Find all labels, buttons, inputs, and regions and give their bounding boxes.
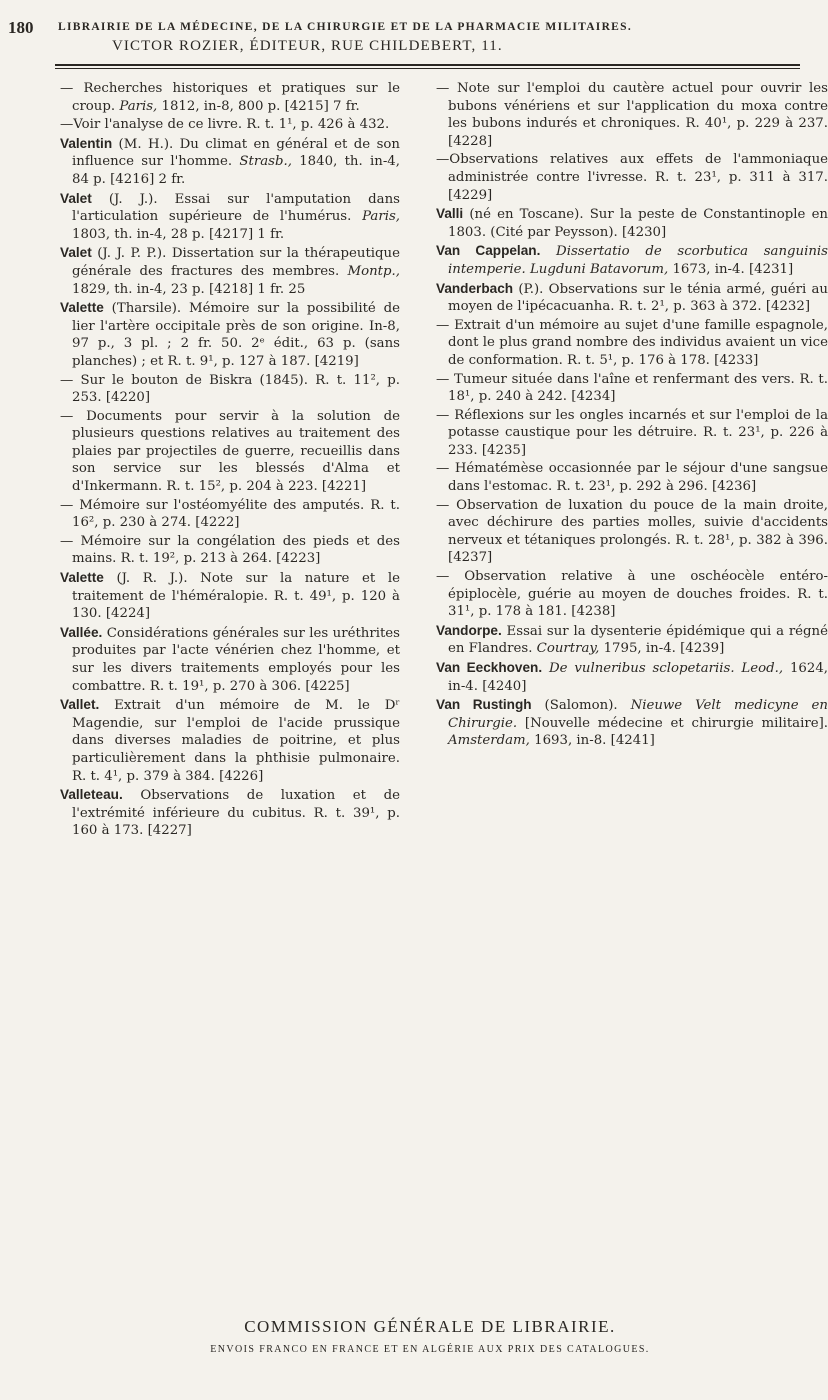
left-column [60, 80, 400, 841]
entry-text: (Salomon). [531, 698, 631, 714]
catalog-entry [60, 786, 400, 840]
entry-text [540, 244, 556, 259]
footer-subtitle: ENVOIS FRANCO EN FRANCE ET EN ALGÉRIE AUX PRIX DES CATALOGUES. [210, 1344, 650, 1355]
publisher-line: VICTOR ROZIER, ÉDITEUR, RUE CHILDEBERT, 11. [112, 38, 503, 54]
italic-text: Strasb., [239, 154, 292, 170]
entry-text: 1829, th. in-4, 23 p. [4218] 1 fr. 25 [72, 281, 306, 297]
catalog-entry [436, 497, 828, 567]
catalog-entry [436, 317, 828, 370]
entry-text: 1803, th. in-4, 28 p. [4217] 1 fr. [72, 226, 285, 242]
author-name: Van Eeckhoven. [436, 660, 543, 675]
author-name: Van Rustingh [436, 697, 532, 713]
entry-text: (J. R. J.). Note sur la nature et le traitement de l'héméralopie. R. t. 49¹, p. 120 à 130. [4224] [72, 571, 400, 622]
catalog-entry [60, 696, 400, 785]
entry-text: — Observation relative à une oschéocèle entéro-épiplocèle, guérie au moyen de douches froides. R. t. 31¹, p. 178 à 181. [4238] [436, 569, 828, 620]
author-name: Valli [436, 206, 464, 222]
footer-title: COMMISSION GÉNÉRALE DE LIBRAIRIE. [244, 1317, 616, 1336]
entry-text: — Sur le bouton de Biskra (1845). R. t. 11², p. 253. [4220] [60, 372, 400, 406]
catalog-entry [60, 190, 400, 244]
catalog-entry [60, 372, 400, 407]
catalog-entry [436, 568, 828, 621]
author-name: Valentin [60, 135, 113, 151]
italic-text: De vulneribus sclopetariis. Leod., [549, 661, 784, 676]
entry-text: — Mémoire sur la congélation des pieds et des mains. R. t. 19², p. 213 à 264. [4223] [60, 533, 400, 567]
catalog-entry [436, 460, 828, 495]
entry-text: (Tharsile). Mémoire sur la possibilité de lier l'artère occipitale près de son origine. In-8, 97 p., 3 pl. ; 2 fr. 50. 2ᵉ édit., 63 p. (sans planches) ; et R. t. 9¹, p. 127 à 187. [4219] [72, 301, 400, 369]
italic-text: Montp., [347, 263, 400, 279]
catalog-entry [436, 151, 828, 204]
entry-text: Considérations générales sur les uréthrites produites par l'acte vénérien chez l'homme, et sur les divers traitements employés pour les combattre. R. t. 19¹, p. 270 à 306. [4225] [72, 625, 400, 694]
italic-text: Courtray, [536, 641, 600, 657]
italic-text: Amsterdam, [448, 733, 530, 749]
entry-text: (M. H.). Du climat en général et de son influence sur l'homme. [72, 136, 400, 170]
author-name: Vallet. [60, 697, 100, 713]
author-name: Valet [60, 245, 92, 261]
catalog-entry [436, 371, 828, 406]
entry-text: (P.). Observations sur le ténia armé, guéri au moyen de l'ipécacuanha. R. t. 2¹, p. 363 à 372. [4232] [448, 281, 828, 315]
catalog-entry [60, 244, 400, 298]
entry-text: — Tumeur située dans l'aîne et renfermant des vers. R. t. 18¹, p. 240 à 242. [4234] [436, 371, 828, 405]
entry-text: — Réflexions sur les ongles incarnés et sur l'emploi de la potasse caustique pour les détruire. R. t. 23¹, p. 226 à 233. [4235] [436, 407, 828, 458]
catalog-entry [436, 242, 828, 278]
entry-text: — Documents pour servir à la solution de plusieurs questions relatives au traitement des plaies par projectiles de guerre, recueillis dans son service sur les blessés d'Alma et d'Inkermann. R. t. 15², p. 204 à 223. [4221] [60, 408, 400, 495]
author-name: Valette [60, 300, 104, 316]
catalog-entry [436, 659, 828, 695]
entry-text: (J. J.). Essai sur l'amputation dans l'articulation supérieure de l'humérus. [72, 191, 400, 225]
catalog-entry [60, 569, 400, 623]
entry-text: 1624, in-4. [4240] [448, 661, 828, 694]
author-name: Van Cappelan. [436, 243, 541, 259]
running-header: LIBRAIRIE DE LA MÉDECINE, DE LA CHIRURGIE ET DE LA PHARMACIE MILITAIRES. [58, 21, 633, 33]
catalog-entry [60, 135, 400, 189]
entry-text: Extrait d'un mémoire de M. le Dʳ Magendie, sur l'emploi de l'acide prussique dans diverses maladies de poitrine, et plus particulièrement dans la phthisie pulmonaire. R. t. 4¹, p. 379 à 384. [4226] [72, 698, 400, 784]
entry-text: — Observation de luxation du pouce de la main droite, avec déchirure des parties molles, suivie d'accidents nerveux et tétaniques prolongés. R. t. 28¹, p. 382 à 396. [4237] [436, 497, 828, 566]
author-name: Valleteau. [60, 787, 123, 803]
catalog-entry [436, 80, 828, 150]
catalog-entry [60, 624, 400, 695]
italic-text: Paris, [119, 98, 158, 114]
entry-text: — Note sur l'emploi du cautère actuel pour ouvrir les bubons vénériens et sur l'application du moxa contre les bubons indurés et chroniques. R. 40¹, p. 229 à 237. [4228] [436, 81, 828, 149]
right-column [436, 80, 828, 751]
catalog-entry [60, 299, 400, 370]
header-rule-thin [55, 68, 800, 69]
entry-text: (né en Toscane). Sur la peste de Constantinople en 1803. (Cité par Peysson). [4230] [448, 207, 828, 240]
author-name: Valette [60, 570, 104, 586]
entry-text: 1693, in-8. [4241] [529, 733, 655, 749]
italic-text: Dissertatio de scorbutica sanguinis intemperie. Lugduni Batavorum, [448, 244, 828, 277]
entry-text: 1840, th. in-4, 84 p. [4216] 2 fr. [72, 154, 400, 187]
catalog-entry [436, 696, 828, 750]
catalog-entry [60, 116, 400, 134]
entry-text: — Mémoire sur l'ostéomyélite des amputés. R. t. 16², p. 230 à 274. [4222] [60, 497, 400, 531]
catalog-entry [60, 408, 400, 496]
catalog-entry [60, 497, 400, 532]
entry-text: 1812, in-8, 800 p. [4215] 7 fr. [157, 98, 360, 114]
catalog-entry [436, 205, 828, 241]
entry-text: — Hématémèse occasionnée par le séjour d'une sangsue dans l'estomac. R. t. 23¹, p. 292 à 296. [4236] [436, 461, 828, 495]
entry-text: —Voir l'analyse de ce livre. R. t. 1¹, p. 426 à 432. [60, 117, 390, 133]
catalog-entry [60, 80, 400, 115]
author-name: Vallée. [60, 624, 103, 640]
page-number: 180 [8, 18, 34, 37]
header-rule-thick [55, 64, 800, 66]
entry-text: Essai sur la dysenterie épidémique qui a régné en Flandres. [448, 623, 828, 657]
entry-text: [Nouvelle médecine et chirurgie militaire]. [517, 715, 828, 731]
entry-text: — Recherches historiques et pratiques sur le croup. [60, 81, 400, 114]
author-name: Valet [60, 190, 92, 206]
catalog-entry [436, 407, 828, 460]
catalog-entry [436, 622, 828, 658]
entry-text: — Extrait d'un mémoire au sujet d'une famille espagnole, dont le plus grand nombre des individus avaient un vice de conformation. R. t. 5¹, p. 176 à 178. [4233] [436, 317, 828, 368]
entry-text [542, 661, 549, 676]
author-name: Vanderbach [436, 280, 514, 296]
entry-text: —Observations relatives aux effets de l'ammoniaque administrée contre l'ivresse. R. t. 23¹, p. 311 à 317. [4229] [436, 152, 828, 203]
italic-text: Paris, [362, 209, 400, 225]
catalog-entry [436, 280, 828, 316]
author-name: Vandorpe. [436, 622, 502, 638]
catalog-entry [60, 533, 400, 568]
italic-text: Nieuwe Velt medicyne en Chirurgie. [448, 698, 828, 731]
entry-text: 1795, in-4. [4239] [599, 641, 725, 657]
entry-text: (J. J. P. P.). Dissertation sur la thérapeutique générale des fractures des membres. [72, 246, 400, 279]
entry-text: 1673, in-4. [4231] [668, 261, 794, 277]
entry-text: Observations de luxation et de l'extrémité inférieure du cubitus. R. t. 39¹, p. 160 à 173. [4227] [72, 788, 400, 839]
